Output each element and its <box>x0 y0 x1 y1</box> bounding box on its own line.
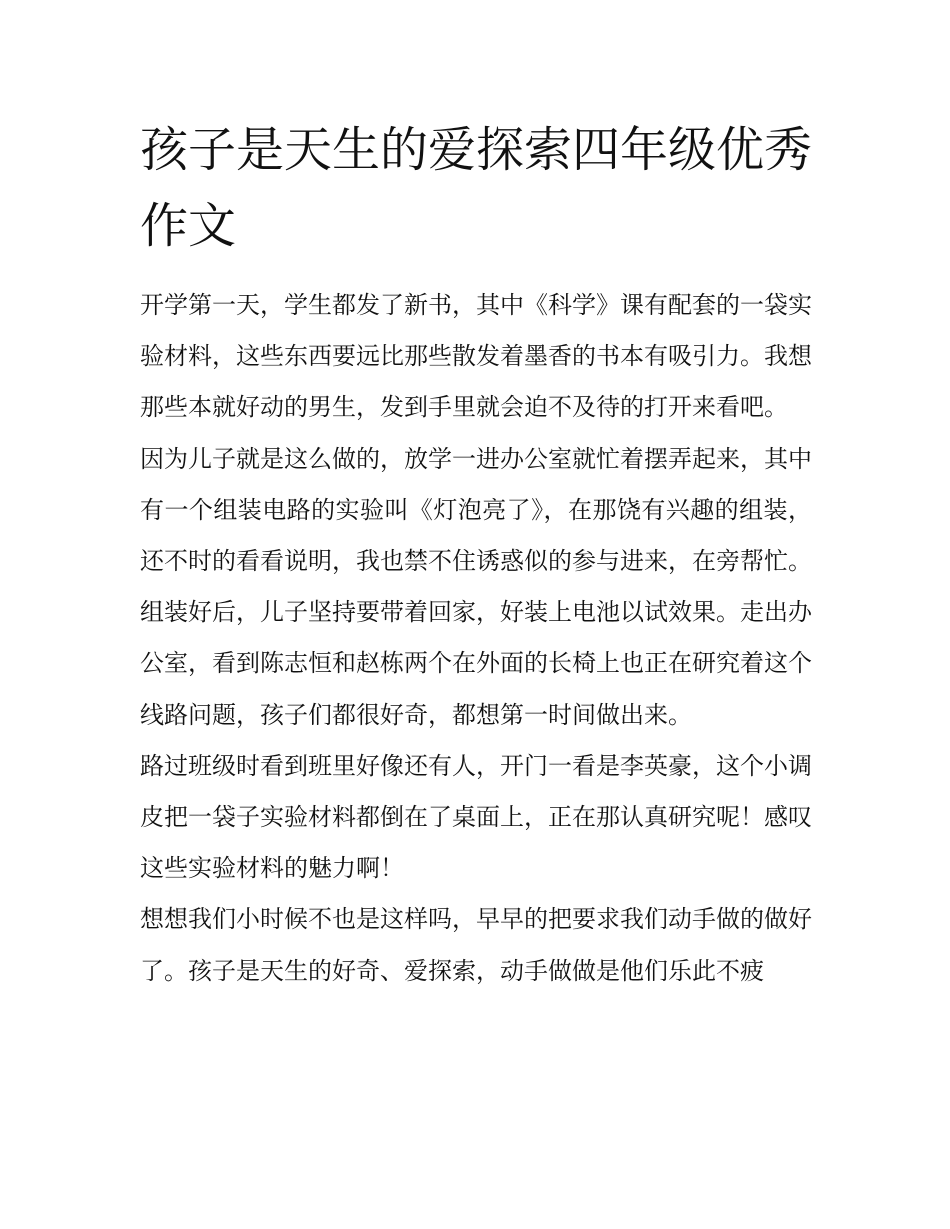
document-body <box>140 280 812 997</box>
paragraph: 因为儿子就是这么做的，放学一进办公室就忙着摆弄起来，其中有一个组装电路的实验叫《灯泡亮了》，在那饶有兴趣的组装，还不时的看看说明，我也禁不住诱惑似的参与进来，在旁帮忙。 <box>140 444 812 576</box>
paragraph: 路过班级时看到班里好像还有人，开门一看是李英豪，这个小调皮把一袋子实验材料都倒在了桌面上，正在那认真研究呢！感叹这些实验材料的魅力啊！ <box>140 751 812 883</box>
document-title: 孩子是天生的爱探索四年级优秀作文 <box>140 122 813 254</box>
paragraph: 开学第一天，学生都发了新书，其中《科学》课有配套的一袋实验材料，这些东西要远比那些散发着墨香的书本有吸引力。我想那些本就好动的男生，发到手里就会迫不及待的打开来看吧。 <box>140 291 812 422</box>
document-page <box>140 112 812 997</box>
paragraph: 组装好后，儿子坚持要带着回家，好装上电池以试效果。走出办公室，看到陈志恒和赵栋两个在外面的长椅上也正在研究着这个线路问题，孩子们都很好奇，都想第一时间做出来。 <box>140 598 812 729</box>
paragraph: 想想我们小时候不也是这样吗，早早的把要求我们动手做的做好了。孩子是天生的好奇、爱探索，动手做做是他们乐此不疲 <box>140 905 812 985</box>
